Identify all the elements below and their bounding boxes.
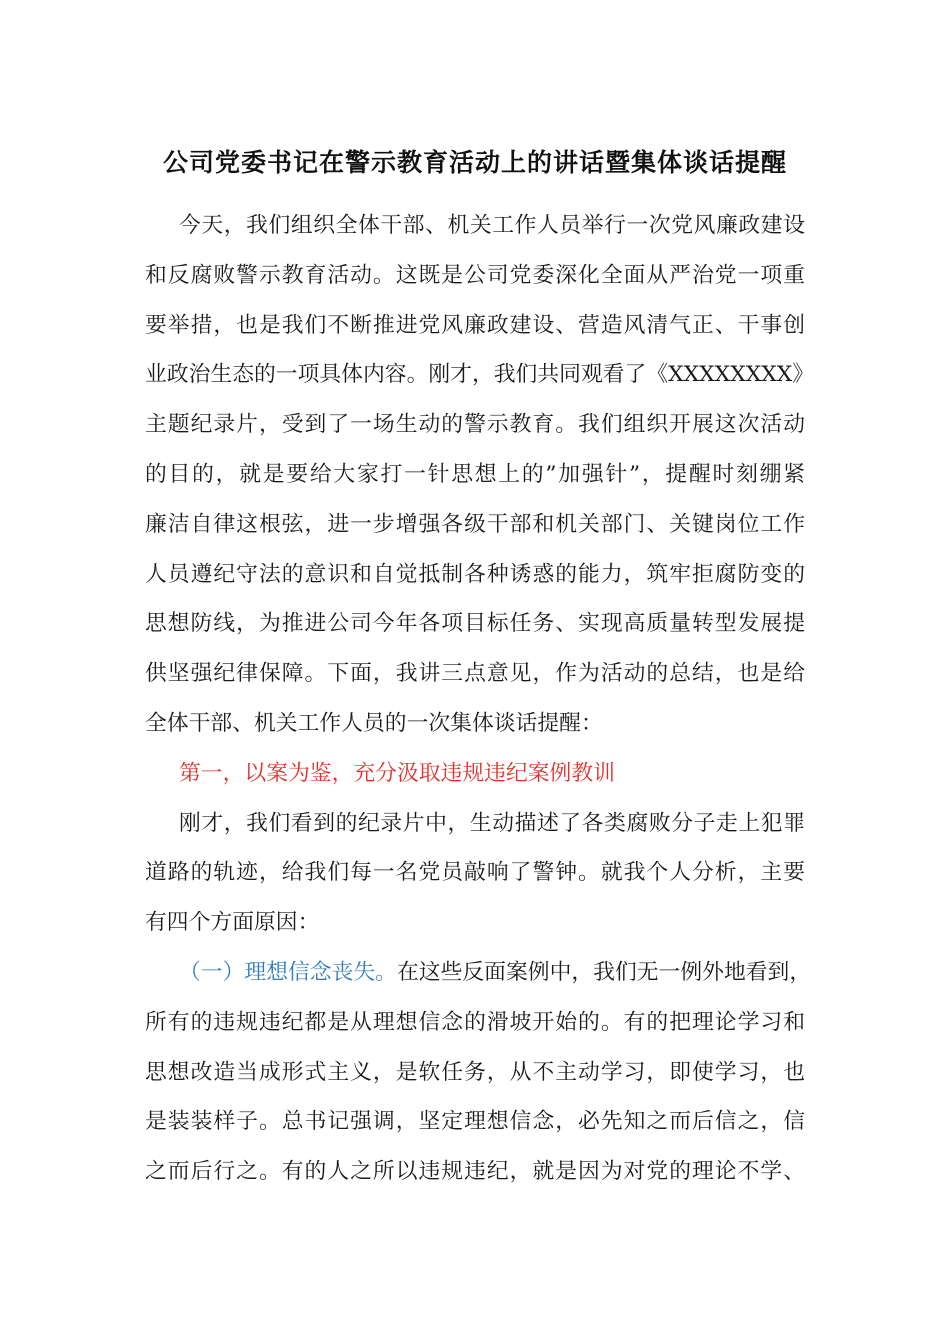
paragraph-line: 今天，我们组织全体干部、机关工作人员举行一次党风廉政建设	[179, 213, 805, 238]
subheading-line-rest: 在这些反面案例中，我们无一例外地看到，	[396, 959, 812, 985]
paragraph-line: 是装装样子。总书记强调，坚定理想信念，必先知之而后信之，信	[145, 1109, 805, 1135]
subheading-line	[145, 948, 812, 998]
subheading-ideals-lost: （一）理想信念丧失。	[179, 959, 397, 985]
paragraph-line: 思想改造当成形式主义，是软任务，从不主动学习，即使学习，也	[145, 1059, 805, 1085]
paragraph-line: 和反腐败警示教育活动。这既是公司党委深化全面从严治党一项重	[145, 262, 805, 288]
paragraph-line: 主题纪录片，受到了一场生动的警示教育。我们组织开展这次活动	[145, 412, 805, 438]
paragraph-line: 廉洁自律这根弦，进一步增强各级干部和机关部门、关键岗位工作	[145, 511, 805, 537]
paragraph-line: 有四个方面原因：	[145, 910, 320, 936]
document-title: 公司党委书记在警示教育活动上的讲话暨集体谈话提醒	[162, 148, 787, 177]
paragraph-line: 道路的轨迹，给我们每一名党员敲响了警钟。就我个人分析，主要	[145, 860, 805, 886]
paragraph-line: 业政治生态的一项具体内容。刚才，我们共同观看了《XXXXXXXX》	[145, 362, 815, 388]
paragraph-line: 全体干部、机关工作人员的一次集体谈话提醒：	[145, 710, 603, 736]
paragraph-line: 供坚强纪律保障。下面，我讲三点意见，作为活动的总结，也是给	[145, 661, 805, 687]
document-body	[145, 201, 815, 1197]
paragraph-line: 思想防线，为推进公司今年各项目标任务、实现高质量转型发展提	[145, 611, 805, 637]
paragraph-line: 所有的违规违纪都是从理想信念的滑坡开始的。有的把理论学习和	[145, 1009, 805, 1035]
paragraph-line: 要举措，也是我们不断推进党风廉政建设、营造风清气正、干事创	[145, 312, 805, 338]
paragraph-line: 刚才，我们看到的纪录片中，生动描述了各类腐败分子走上犯罪	[179, 810, 805, 836]
paragraph-line: 的目的，就是要给大家打一针思想上的”加强针”，提醒时刻绷紧	[145, 461, 805, 487]
paragraph-line: 人员遵纪守法的意识和自觉抵制各种诱惑的能力，筑牢拒腐防变的	[145, 561, 805, 587]
paragraph-line: 之而后行之。有的人之所以违规违纪，就是因为对党的理论不学、	[145, 1159, 805, 1185]
section-heading-first: 第一，以案为鉴，充分汲取违规违纪案例教训	[179, 760, 615, 786]
